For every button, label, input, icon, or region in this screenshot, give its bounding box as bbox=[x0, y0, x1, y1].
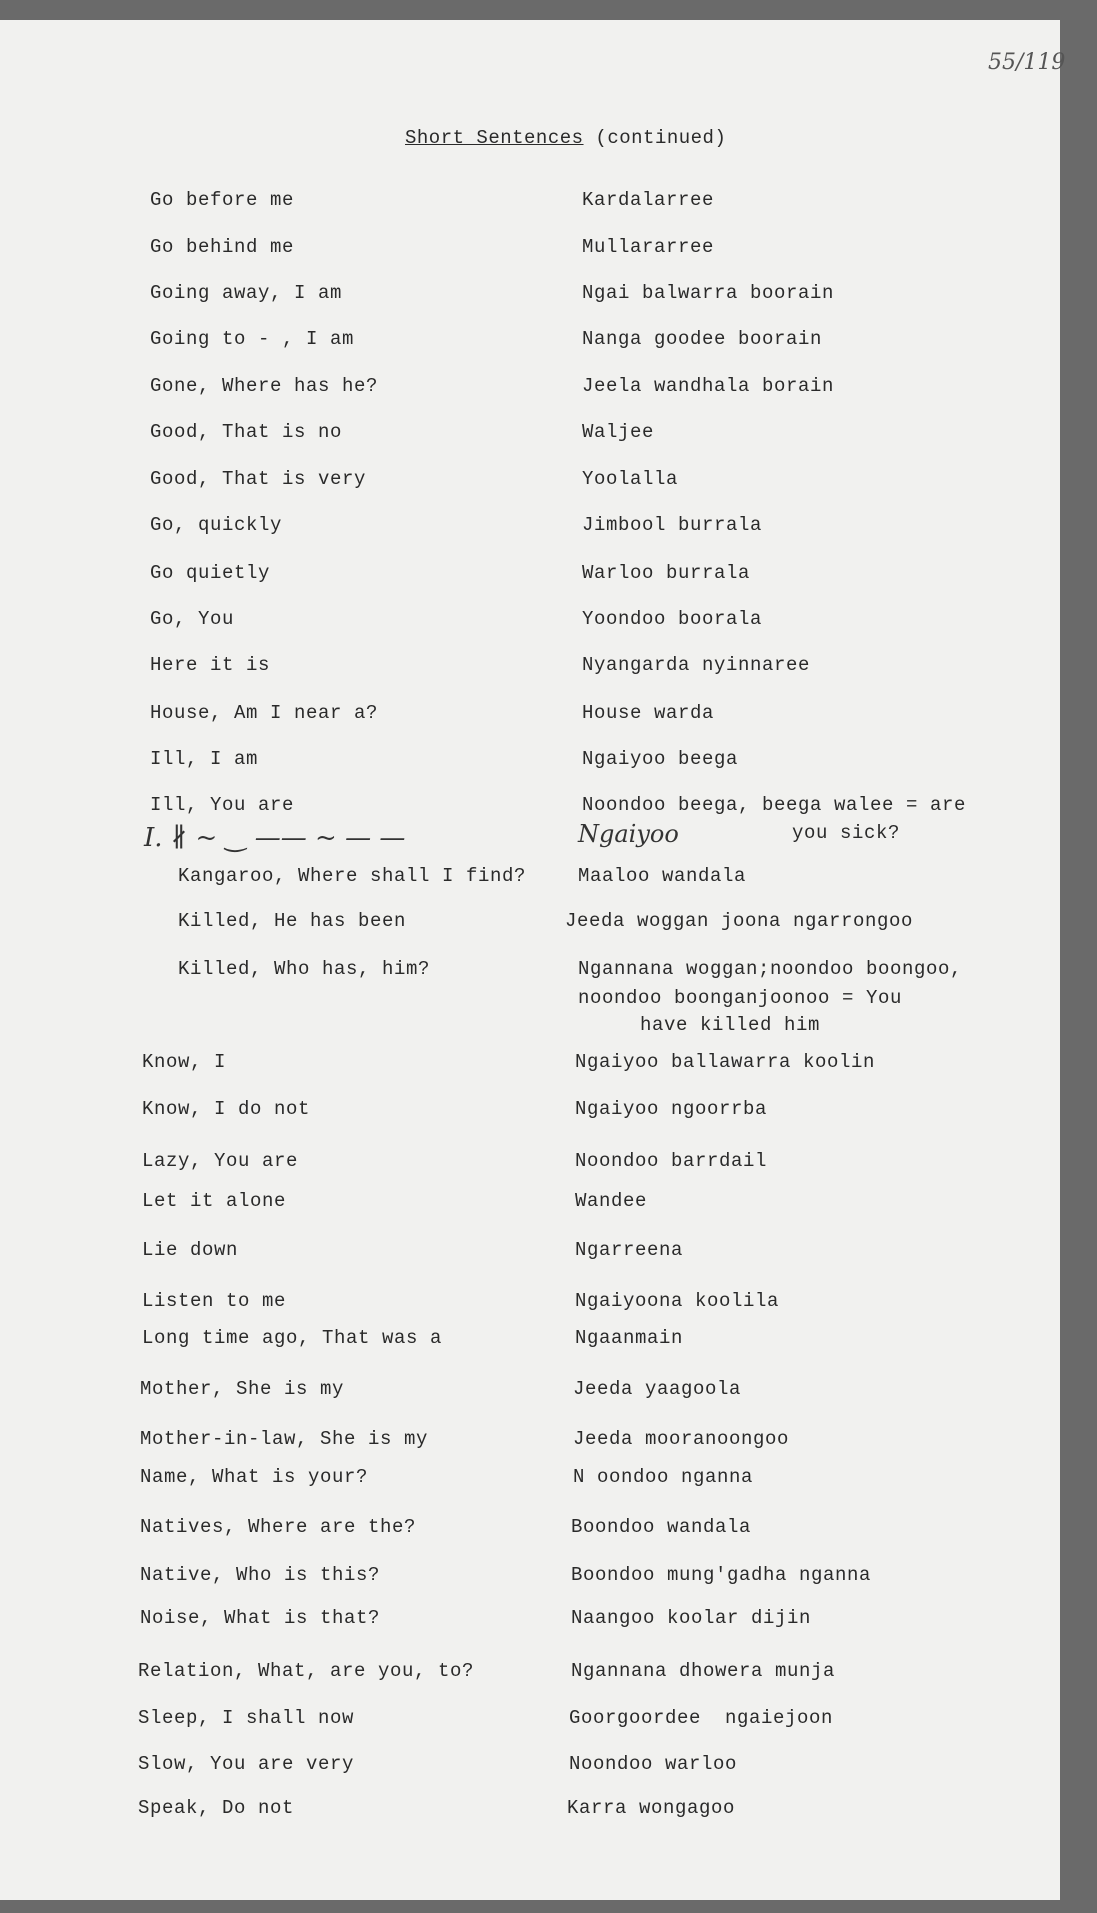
handwritten-mark: I. ∦ ~ ‿ —— ~ — — bbox=[144, 823, 406, 853]
english-phrase: Know, I bbox=[142, 1051, 227, 1073]
english-phrase: Lazy, You are bbox=[142, 1150, 299, 1172]
aboriginal-translation: Mullararree bbox=[582, 236, 715, 258]
translation-continuation: noondoo boonganjoonoo = You bbox=[578, 987, 903, 1009]
english-phrase: Here it is bbox=[150, 654, 271, 676]
sentence-row bbox=[0, 1751, 1060, 1781]
sentence-row bbox=[0, 1795, 1060, 1825]
aboriginal-translation: Ngaiyoo ngoorrba bbox=[575, 1098, 768, 1120]
english-phrase: Gone, Where has he? bbox=[150, 375, 379, 397]
aboriginal-translation: Waljee bbox=[582, 421, 655, 443]
aboriginal-translation: Jeela wandhala borain bbox=[582, 375, 835, 397]
english-phrase: House, Am I near a? bbox=[150, 702, 379, 724]
english-phrase: Name, What is your? bbox=[140, 1466, 369, 1488]
aboriginal-translation: Warloo burrala bbox=[582, 562, 751, 584]
aboriginal-translation: Ngaiyoona koolila bbox=[575, 1290, 780, 1312]
aboriginal-translation: Noondoo barrdail bbox=[575, 1150, 768, 1172]
english-phrase: Let it alone bbox=[142, 1190, 287, 1212]
sentence-row bbox=[0, 187, 1060, 217]
aboriginal-translation: Ngannana dhowera munja bbox=[571, 1660, 836, 1682]
sentence-row bbox=[0, 863, 1060, 893]
english-phrase: Mother, She is my bbox=[140, 1378, 345, 1400]
aboriginal-translation: Boondoo wandala bbox=[571, 1516, 752, 1538]
sentence-row bbox=[0, 466, 1060, 496]
english-phrase: Speak, Do not bbox=[138, 1797, 295, 1819]
sentence-row bbox=[0, 1605, 1060, 1635]
aboriginal-translation: Nyangarda nyinnaree bbox=[582, 654, 811, 676]
sentence-row bbox=[0, 1658, 1060, 1688]
sentence-row bbox=[0, 1288, 1060, 1318]
english-phrase: Good, That is very bbox=[150, 468, 367, 490]
aboriginal-translation: Jimbool burrala bbox=[582, 514, 763, 536]
english-phrase: Going away, I am bbox=[150, 282, 343, 304]
handwritten-word: Ngaiyoo bbox=[578, 820, 679, 848]
sentence-row bbox=[0, 419, 1060, 449]
aboriginal-translation: Kardalarree bbox=[582, 189, 715, 211]
aboriginal-translation: Nanga goodee boorain bbox=[582, 328, 823, 350]
translation-continuation: you sick? bbox=[792, 822, 901, 844]
aboriginal-translation: House warda bbox=[582, 702, 715, 724]
aboriginal-translation: Yoolalla bbox=[582, 468, 679, 490]
aboriginal-translation: Ngai balwarra boorain bbox=[582, 282, 835, 304]
sentence-row bbox=[0, 280, 1060, 310]
aboriginal-translation: Goorgoordee ngaiejoon bbox=[569, 1707, 834, 1729]
sentence-row bbox=[0, 1705, 1060, 1735]
aboriginal-translation: Wandee bbox=[575, 1190, 648, 1212]
sentence-row bbox=[0, 560, 1060, 590]
english-phrase: Ill, I am bbox=[150, 748, 259, 770]
title-underlined: Short Sentences bbox=[405, 127, 584, 149]
aboriginal-translation: Jeeda mooranoongoo bbox=[573, 1428, 790, 1450]
sentence-row bbox=[0, 512, 1060, 542]
english-phrase: Go quietly bbox=[150, 562, 271, 584]
sentence-row bbox=[0, 1237, 1060, 1267]
english-phrase: Relation, What, are you, to? bbox=[138, 1660, 475, 1682]
english-phrase: Lie down bbox=[142, 1239, 239, 1261]
sentence-row bbox=[0, 1325, 1060, 1355]
sentence-row bbox=[0, 234, 1060, 264]
sentence-row bbox=[0, 1562, 1060, 1592]
sentence-row bbox=[0, 746, 1060, 776]
english-phrase: Killed, Who has, him? bbox=[178, 958, 431, 980]
aboriginal-translation: Maaloo wandala bbox=[578, 865, 747, 887]
sentence-row bbox=[0, 956, 1060, 986]
sentence-row bbox=[0, 1426, 1060, 1456]
sentence-row bbox=[0, 1376, 1060, 1406]
aboriginal-translation: Ngaiyoo ballawarra koolin bbox=[575, 1051, 876, 1073]
document-page bbox=[0, 20, 1066, 1900]
sentence-row bbox=[0, 1049, 1060, 1079]
aboriginal-translation: Ngaanmain bbox=[575, 1327, 684, 1349]
english-phrase: Killed, He has been bbox=[178, 910, 407, 932]
sentence-row bbox=[0, 326, 1060, 356]
sentence-row bbox=[0, 1148, 1060, 1178]
aboriginal-translation: Noondoo beega, beega walee = are bbox=[582, 794, 967, 816]
sentence-row bbox=[0, 1464, 1060, 1494]
english-phrase: Go, You bbox=[150, 608, 235, 630]
aboriginal-translation: Jeeda woggan joona ngarrongoo bbox=[565, 910, 914, 932]
english-phrase: Good, That is no bbox=[150, 421, 343, 443]
sentence-row bbox=[0, 1096, 1060, 1126]
english-phrase: Know, I do not bbox=[142, 1098, 311, 1120]
english-phrase: Long time ago, That was a bbox=[142, 1327, 443, 1349]
aboriginal-translation: Ngarreena bbox=[575, 1239, 684, 1261]
english-phrase: Go behind me bbox=[150, 236, 295, 258]
english-phrase: Sleep, I shall now bbox=[138, 1707, 355, 1729]
aboriginal-translation: Naangoo koolar dijin bbox=[571, 1607, 812, 1629]
sentence-row bbox=[0, 1188, 1060, 1218]
english-phrase: Go, quickly bbox=[150, 514, 283, 536]
aboriginal-translation: Jeeda yaagoola bbox=[573, 1378, 742, 1400]
page-number: 55/119 bbox=[988, 50, 1066, 75]
english-phrase: Slow, You are very bbox=[138, 1753, 355, 1775]
aboriginal-translation: Noondoo warloo bbox=[569, 1753, 738, 1775]
page-title bbox=[405, 127, 726, 149]
english-phrase: Natives, Where are the? bbox=[140, 1516, 417, 1538]
sentence-row bbox=[0, 373, 1060, 403]
sentence-row bbox=[0, 606, 1060, 636]
english-phrase: Listen to me bbox=[142, 1290, 287, 1312]
sentence-row bbox=[0, 1514, 1060, 1544]
english-phrase: Going to - , I am bbox=[150, 328, 355, 350]
english-phrase: Native, Who is this? bbox=[140, 1564, 381, 1586]
translation-continuation: have killed him bbox=[640, 1014, 821, 1036]
aboriginal-translation: Yoondoo boorala bbox=[582, 608, 763, 630]
aboriginal-translation: Ngaiyoo beega bbox=[582, 748, 739, 770]
aboriginal-translation: N oondoo nganna bbox=[573, 1466, 754, 1488]
english-phrase: Go before me bbox=[150, 189, 295, 211]
aboriginal-translation: Karra wongagoo bbox=[567, 1797, 736, 1819]
sentence-row bbox=[0, 652, 1060, 682]
aboriginal-translation: Boondoo mung'gadha nganna bbox=[571, 1564, 872, 1586]
aboriginal-translation: Ngannana woggan;noondoo boongoo, bbox=[578, 958, 963, 980]
english-phrase: Noise, What is that? bbox=[140, 1607, 381, 1629]
english-phrase: Mother-in-law, She is my bbox=[140, 1428, 429, 1450]
english-phrase: Kangaroo, Where shall I find? bbox=[178, 865, 527, 887]
sentence-row bbox=[0, 908, 1060, 938]
english-phrase: Ill, You are bbox=[150, 794, 295, 816]
sentence-row bbox=[0, 700, 1060, 730]
title-rest: (continued) bbox=[583, 127, 727, 149]
